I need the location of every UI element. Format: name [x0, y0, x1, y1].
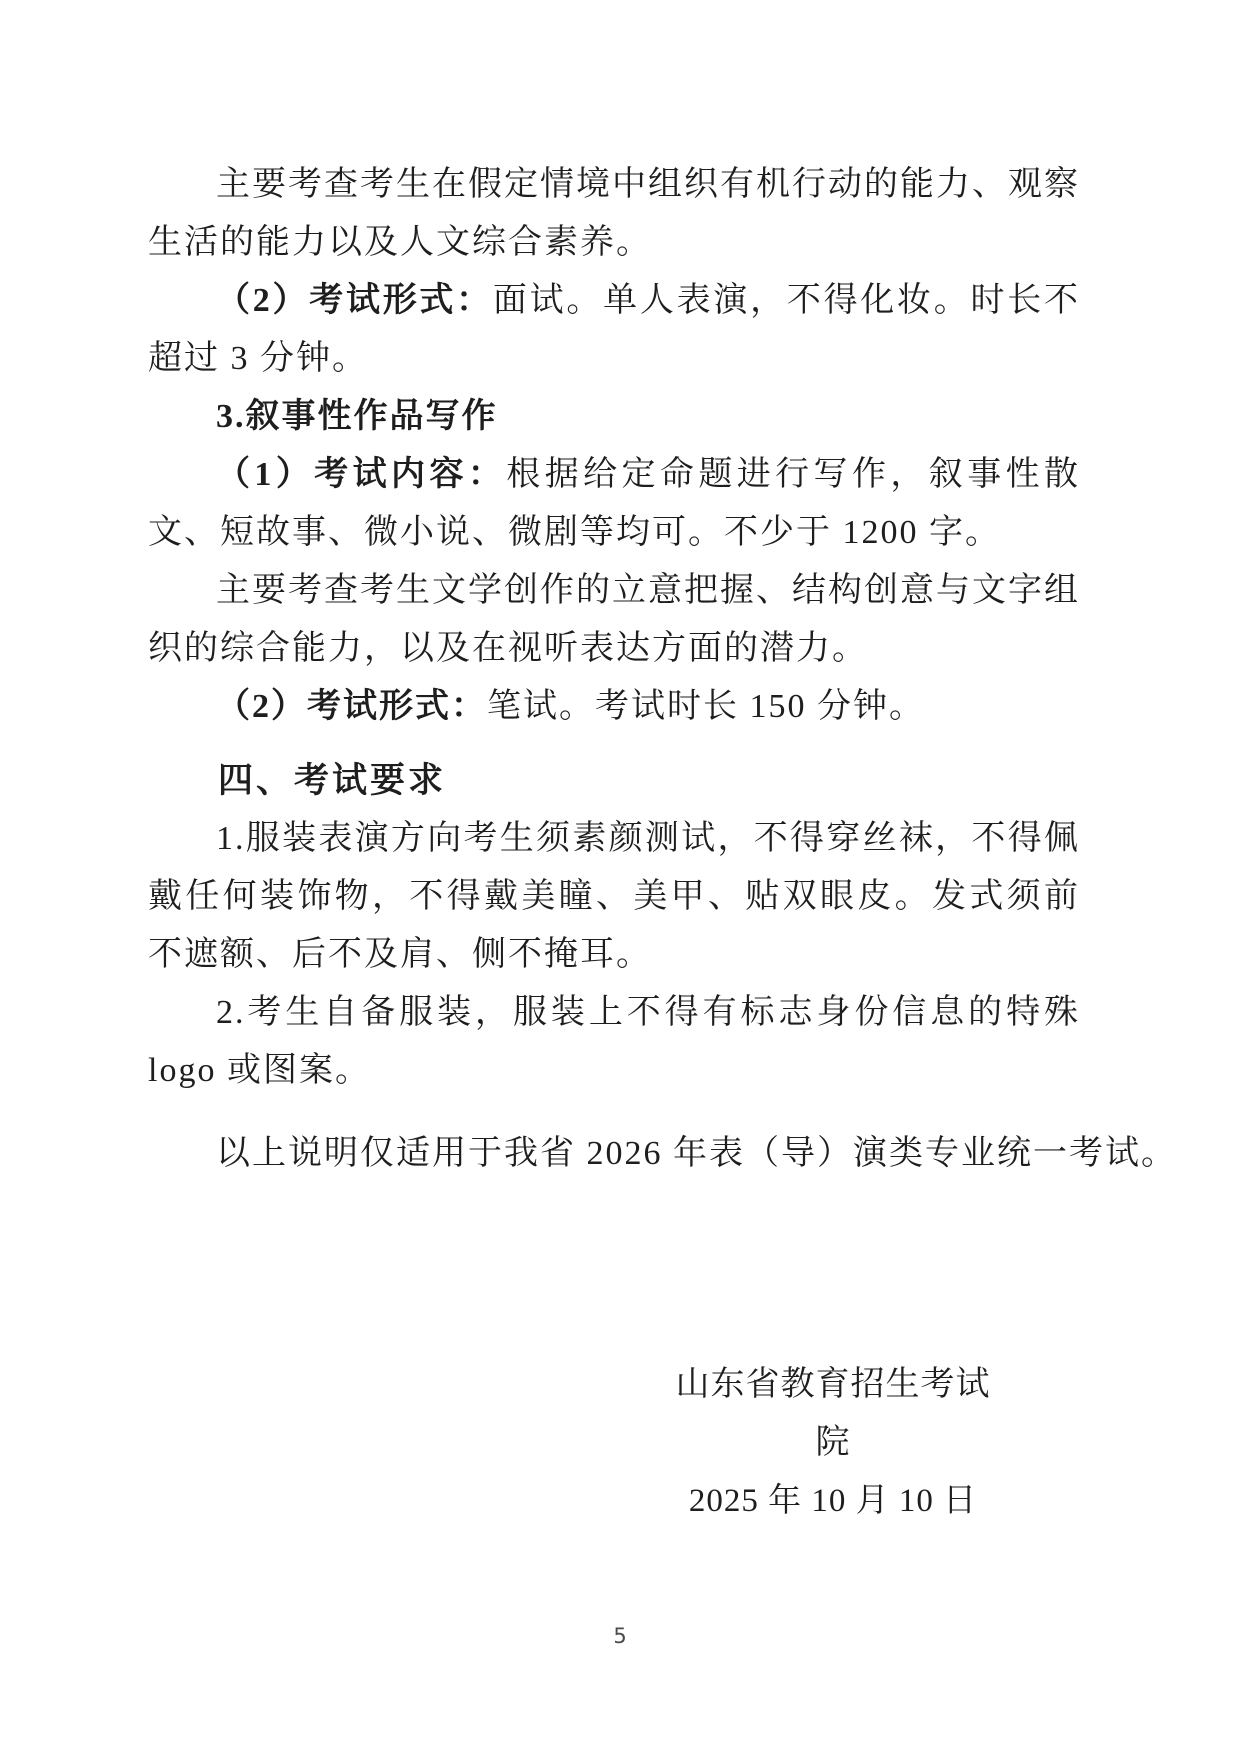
document-body: [148, 156, 1177, 1183]
closing-note: [148, 1125, 1177, 1183]
page-number: 5: [613, 1624, 627, 1648]
paragraph: [148, 984, 1080, 1100]
bold-text-run: （2）考试形式：: [216, 282, 493, 319]
text-run: 1.服装表演方向考生须素颜测试，不得穿丝袜，不得佩戴任何装饰物，不得戴美瞳、美甲、贴双眼皮。发式须前不遮额、后不及肩、侧不掩耳。: [148, 820, 1080, 973]
text-run: 主要考查考生文学创作的立意把握、结构创意与文字组织的综合能力，以及在视听表达方面的潜力。: [148, 572, 1080, 667]
signature-organization: 山东省教育招生考试院: [675, 1366, 991, 1461]
signature-date: 2025 年 10 月 10 日: [688, 1483, 978, 1519]
bold-text-run: （2）考试形式：: [216, 688, 487, 725]
text-run: 面试。单人表演，不得化妆。时长不超过 3 分钟。: [148, 282, 1081, 377]
paragraph: [148, 272, 1080, 388]
text-run: 以上说明仅适用于我省 2026 年表（导）演类专业统一考试。: [216, 1135, 1177, 1172]
bold-text-run: 四、考试要求: [218, 761, 447, 801]
paragraph: [148, 810, 1080, 984]
paragraph: [148, 562, 1080, 678]
bold-text-run: 3.叙事性作品写作: [216, 398, 498, 435]
text-run: 笔试。考试时长 150 分钟。: [487, 688, 925, 725]
signature-block: [663, 1356, 1003, 1530]
text-run: 2.考生自备服装，服装上不得有标志身份信息的特殊 logo 或图案。: [148, 994, 1080, 1089]
section-heading: [148, 752, 1080, 810]
paragraph: [148, 446, 1080, 562]
text-run: 主要考查考生在假定情境中组织有机行动的能力、观察生活的能力以及人文综合素养。: [148, 166, 1080, 261]
text-run: 根据给定命题进行写作，叙事性散文、短故事、微小说、微剧等均可。不少于 1200 字。: [148, 456, 1081, 551]
paragraph: [148, 678, 1080, 736]
paragraph: [148, 156, 1080, 272]
bold-text-run: （1）考试内容：: [216, 456, 507, 493]
sub-heading: [148, 388, 1080, 446]
